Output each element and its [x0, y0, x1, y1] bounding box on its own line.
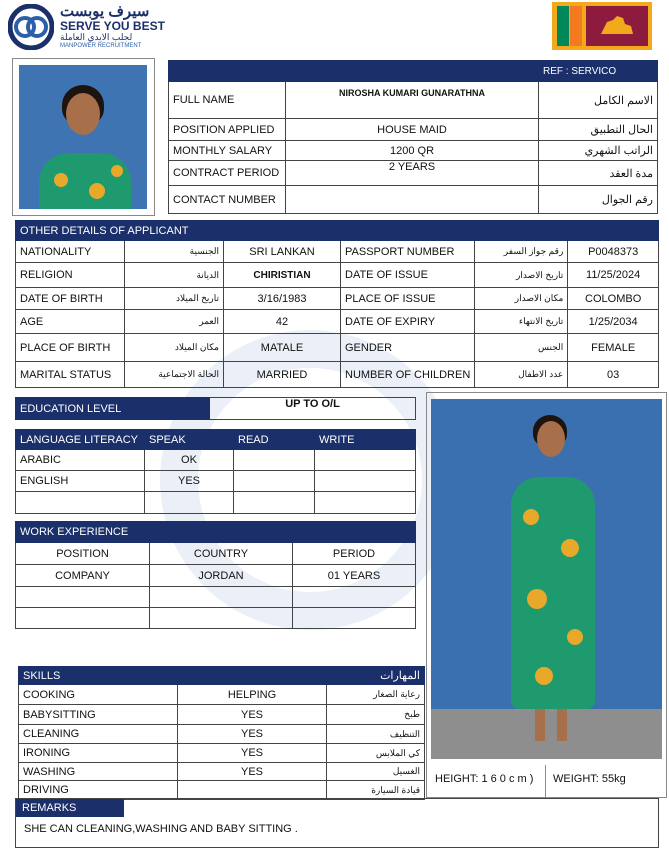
- field-label-ar: رقم الجوال: [539, 186, 658, 214]
- detail-label: DATE OF BIRTH: [16, 288, 125, 310]
- detail-label: NATIONALITY: [16, 241, 125, 263]
- field-label: POSITION APPLIED: [169, 119, 286, 141]
- work-position: [16, 587, 150, 608]
- detail-label-ar: الجنسية: [125, 241, 224, 263]
- section-title: OTHER DETAILS OF APPLICANT: [16, 221, 341, 241]
- remarks-title: REMARKS: [16, 799, 124, 817]
- skill-value: YES: [178, 725, 327, 744]
- skill-name: DRIVING: [19, 781, 178, 800]
- detail-label-ar: الديانة: [125, 263, 224, 288]
- marital-status-value: MARRIED: [224, 362, 341, 388]
- field-label: CONTRACT PERIOD: [169, 161, 286, 186]
- skill-name: IRONING: [19, 744, 178, 763]
- language-name: ENGLISH: [16, 471, 145, 492]
- skill-row: [19, 744, 425, 763]
- work-experience-table: [15, 521, 416, 629]
- section-title: WORK EXPERIENCE: [16, 522, 293, 543]
- detail-label: DATE OF ISSUE: [341, 263, 475, 288]
- date-of-expiry-value: 1/25/2034: [568, 310, 659, 334]
- skill-name-ar: التنظيف: [327, 725, 425, 744]
- skill-name-ar: كي الملابس: [327, 744, 425, 763]
- passport-number-value: P0048373: [568, 241, 659, 263]
- detail-label: DATE OF EXPIRY: [341, 310, 475, 334]
- detail-label: RELIGION: [16, 263, 125, 288]
- row-full-name: [169, 82, 658, 119]
- language-name: [16, 492, 145, 514]
- detail-label-ar: الحالة الاجتماعية: [125, 362, 224, 388]
- column-header: COUNTRY: [150, 543, 293, 565]
- work-period: [293, 587, 416, 608]
- gender-value: FEMALE: [568, 334, 659, 362]
- skill-name: CLEANING: [19, 725, 178, 744]
- remarks-section: [15, 798, 659, 848]
- detail-label-ar: تاريخ الميلاد: [125, 288, 224, 310]
- skill-name-ar: قيادة السيارة: [327, 781, 425, 800]
- full-name-value: NIROSHA KUMARI GUNARATHNA: [286, 82, 539, 119]
- work-country: [150, 608, 293, 629]
- read-value: [234, 471, 315, 492]
- column-header: PERIOD: [293, 543, 416, 565]
- skill-name-ar: الغسيل: [327, 763, 425, 781]
- contact-number-value: [286, 186, 539, 214]
- lion-emblem-icon: [597, 12, 637, 40]
- skill-value: YES: [178, 705, 327, 725]
- section-title: SKILLS: [19, 667, 178, 685]
- nationality-value: SRI LANKAN: [224, 241, 341, 263]
- skills-table: [18, 666, 425, 800]
- table-row: [16, 565, 416, 587]
- work-country: JORDAN: [150, 565, 293, 587]
- column-header: WRITE: [315, 430, 416, 450]
- detail-label-ar: تاريخ الاصدار: [475, 263, 568, 288]
- children-count-value: 03: [568, 362, 659, 388]
- skill-value: [178, 781, 327, 800]
- religion-value: CHIRISTIAN: [224, 263, 341, 288]
- date-of-birth-value: 3/16/1983: [224, 288, 341, 310]
- detail-label-ar: تاريخ الانتهاء: [475, 310, 568, 334]
- read-value: [234, 450, 315, 471]
- section-title-ar: المهارات: [327, 667, 425, 685]
- table-row: [16, 492, 416, 514]
- detail-label-ar: العمر: [125, 310, 224, 334]
- speak-value: [145, 492, 234, 514]
- work-period: [293, 608, 416, 629]
- work-position: COMPANY: [16, 565, 150, 587]
- detail-label: GENDER: [341, 334, 475, 362]
- field-label-ar: مدة العقد: [539, 161, 658, 186]
- write-value: [315, 471, 416, 492]
- logo-emblem-icon: [8, 4, 54, 50]
- education-label: EDUCATION LEVEL: [16, 398, 210, 420]
- detail-label: PLACE OF ISSUE: [341, 288, 475, 310]
- weight-label: WEIGHT: 55kg: [553, 773, 626, 785]
- detail-label-ar: عدد الاطفال: [475, 362, 568, 388]
- read-value: [234, 492, 315, 514]
- skill-row: [19, 685, 425, 705]
- column-header: READ: [234, 430, 315, 450]
- speak-value: OK: [145, 450, 234, 471]
- field-label: CONTACT NUMBER: [169, 186, 286, 214]
- skill-name: BABYSITTING: [19, 705, 178, 725]
- skill-row: [19, 763, 425, 781]
- applicant-full-photo: [431, 399, 662, 759]
- height-label: HEIGHT: 1 6 0 c m ): [435, 773, 534, 785]
- field-label-ar: الراتب الشهري: [539, 141, 658, 161]
- reference-code: REF : SERVICO: [539, 61, 658, 82]
- speak-value: YES: [145, 471, 234, 492]
- table-row: [16, 587, 416, 608]
- detail-label: PASSPORT NUMBER: [341, 241, 475, 263]
- field-label-ar: الاسم الكامل: [539, 82, 658, 119]
- skill-name: WASHING: [19, 763, 178, 781]
- table-row: [16, 608, 416, 629]
- applicant-portrait-frame: [12, 58, 155, 216]
- table-row: [16, 471, 416, 492]
- date-of-issue-value: 11/25/2024: [568, 263, 659, 288]
- skill-value: HELPING: [178, 685, 327, 705]
- field-label: FULL NAME: [169, 82, 286, 119]
- field-label-ar: الحال التطبيق: [539, 119, 658, 141]
- age-value: 42: [224, 310, 341, 334]
- place-of-birth-value: MATALE: [224, 334, 341, 362]
- contract-period-value: 2 YEARS: [286, 161, 539, 186]
- detail-label-ar: مكان الميلاد: [125, 334, 224, 362]
- table-row: [16, 450, 416, 471]
- detail-label-ar: الجنس: [475, 334, 568, 362]
- skill-row: [19, 781, 425, 800]
- position-applied-value: HOUSE MAID: [286, 119, 539, 141]
- field-label: MONTHLY SALARY: [169, 141, 286, 161]
- language-name: ARABIC: [16, 450, 145, 471]
- detail-label-ar: رقم جواز السفر: [475, 241, 568, 263]
- skill-row: [19, 725, 425, 744]
- education-table: [15, 397, 416, 420]
- applicant-full-photo-frame: [426, 392, 667, 798]
- detail-label-ar: مكان الاصدار: [475, 288, 568, 310]
- detail-label: MARITAL STATUS: [16, 362, 125, 388]
- work-period: 01 YEARS: [293, 565, 416, 587]
- company-logo: [8, 4, 168, 54]
- detail-label: NUMBER OF CHILDREN: [341, 362, 475, 388]
- remarks-text: SHE CAN CLEANING,WASHING AND BABY SITTING .: [24, 823, 298, 835]
- skill-row: [19, 705, 425, 725]
- logo-arabic-sub: لجلب الايدي العاملة: [60, 32, 133, 42]
- work-country: [150, 587, 293, 608]
- column-header: LANGUAGE LITERACY: [16, 430, 145, 450]
- detail-label: PLACE OF BIRTH: [16, 334, 125, 362]
- main-info-table: [168, 60, 658, 214]
- applicant-portrait-photo: [19, 65, 147, 209]
- column-header: POSITION: [16, 543, 150, 565]
- logo-sub: MANPOWER RECRUITMENT: [60, 43, 142, 49]
- education-value: UP TO O/L: [210, 398, 416, 420]
- detail-label: AGE: [16, 310, 125, 334]
- skill-value: YES: [178, 763, 327, 781]
- write-value: [315, 450, 416, 471]
- skill-name-ar: رعاية الصغار: [327, 685, 425, 705]
- skill-name-ar: طبخ: [327, 705, 425, 725]
- logo-english-name: SERVE YOU BEST: [60, 19, 165, 33]
- logo-arabic-name: سيرف يوبست: [60, 3, 150, 20]
- column-header: SPEAK: [145, 430, 234, 450]
- other-details-table: [15, 220, 659, 388]
- write-value: [315, 492, 416, 514]
- monthly-salary-value: 1200 QR: [286, 141, 539, 161]
- skill-value: YES: [178, 744, 327, 763]
- work-position: [16, 608, 150, 629]
- language-table: [15, 429, 416, 514]
- sri-lanka-flag: [552, 2, 652, 50]
- skill-name: COOKING: [19, 685, 178, 705]
- place-of-issue-value: COLOMBO: [568, 288, 659, 310]
